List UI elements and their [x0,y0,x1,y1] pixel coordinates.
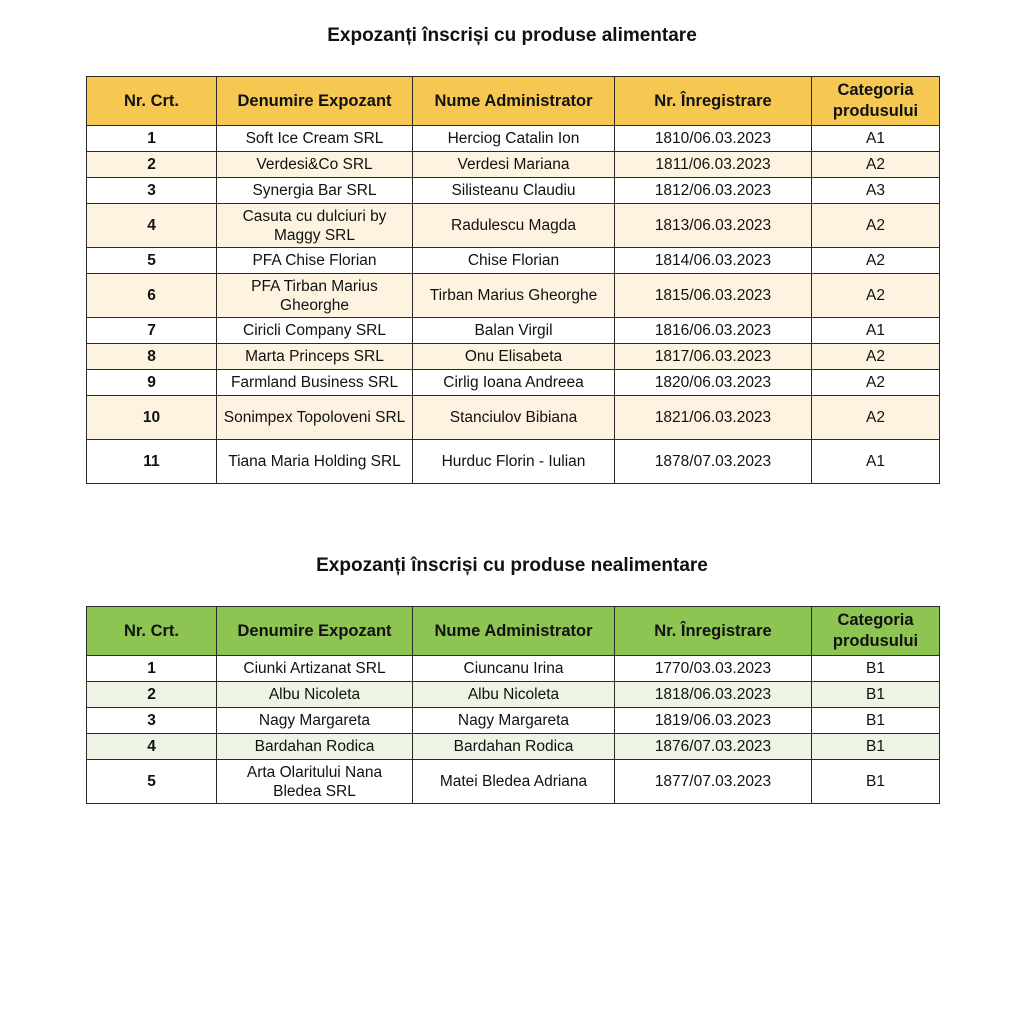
registration-number: 1878/07.03.2023 [615,440,812,484]
registration-number: 1818/06.03.2023 [615,682,812,708]
table-row [87,370,940,396]
nonfood-exhibitors-table [86,606,940,804]
administrator-name: Matei Bledea Adriana [413,760,615,804]
registration-number: 1820/06.03.2023 [615,370,812,396]
row-number: 6 [87,274,217,318]
administrator-name: Herciog Catalin Ion [413,126,615,152]
table-row [87,396,940,440]
administrator-name: Onu Elisabeta [413,344,615,370]
column-header-nr: Nr. Crt. [87,77,217,126]
administrator-name: Tirban Marius Gheorghe [413,274,615,318]
table-header-row [87,607,940,656]
column-header-administrator: Nume Administrator [413,77,615,126]
column-header-nr: Nr. Crt. [87,607,217,656]
exhibitor-name: Synergia Bar SRL [217,178,413,204]
row-number: 3 [87,178,217,204]
product-category: A1 [812,440,940,484]
row-number: 4 [87,204,217,248]
administrator-name: Ciuncanu Irina [413,656,615,682]
column-header-administrator: Nume Administrator [413,607,615,656]
table-row [87,734,940,760]
administrator-name: Albu Nicoleta [413,682,615,708]
product-category: A2 [812,370,940,396]
row-number: 9 [87,370,217,396]
exhibitor-name: Tiana Maria Holding SRL [217,440,413,484]
table-row [87,204,940,248]
column-header-exhibitor-name: Denumire Expozant [217,77,413,126]
product-category: A2 [812,204,940,248]
column-header-registration: Nr. Înregistrare [615,77,812,126]
administrator-name: Stanciulov Bibiana [413,396,615,440]
row-number: 1 [87,656,217,682]
row-number: 2 [87,682,217,708]
exhibitor-name: Ciunki Artizanat SRL [217,656,413,682]
registration-number: 1815/06.03.2023 [615,274,812,318]
table-header-row [87,77,940,126]
table-row [87,152,940,178]
registration-number: 1819/06.03.2023 [615,708,812,734]
row-number: 11 [87,440,217,484]
table-row [87,248,940,274]
food-exhibitors-table [86,76,940,484]
product-category: A2 [812,274,940,318]
column-header-exhibitor-name: Denumire Expozant [217,607,413,656]
registration-number: 1877/07.03.2023 [615,760,812,804]
exhibitor-name: Albu Nicoleta [217,682,413,708]
row-number: 2 [87,152,217,178]
administrator-name: Chise Florian [413,248,615,274]
registration-number: 1816/06.03.2023 [615,318,812,344]
row-number: 10 [87,396,217,440]
product-category: A3 [812,178,940,204]
registration-number: 1876/07.03.2023 [615,734,812,760]
row-number: 5 [87,248,217,274]
registration-number: 1813/06.03.2023 [615,204,812,248]
product-category: A2 [812,152,940,178]
exhibitor-name: Farmland Business SRL [217,370,413,396]
exhibitor-name: Casuta cu dulciuri by Maggy SRL [217,204,413,248]
product-category: A2 [812,344,940,370]
table-row [87,440,940,484]
table-row [87,274,940,318]
column-header-category: Categoria produsului [812,77,940,126]
table-row [87,344,940,370]
product-category: B1 [812,760,940,804]
registration-number: 1810/06.03.2023 [615,126,812,152]
column-header-category: Categoria produsului [812,607,940,656]
product-category: B1 [812,656,940,682]
product-category: B1 [812,734,940,760]
table-row [87,178,940,204]
exhibitor-name: Nagy Margareta [217,708,413,734]
administrator-name: Bardahan Rodica [413,734,615,760]
exhibitor-name: Arta Olaritului Nana Bledea SRL [217,760,413,804]
product-category: B1 [812,682,940,708]
registration-number: 1817/06.03.2023 [615,344,812,370]
administrator-name: Nagy Margareta [413,708,615,734]
product-category: A2 [812,248,940,274]
administrator-name: Silisteanu Claudiu [413,178,615,204]
registration-number: 1821/06.03.2023 [615,396,812,440]
row-number: 8 [87,344,217,370]
exhibitor-name: Verdesi&Co SRL [217,152,413,178]
product-category: A2 [812,396,940,440]
product-category: A1 [812,318,940,344]
row-number: 5 [87,760,217,804]
exhibitor-name: PFA Chise Florian [217,248,413,274]
registration-number: 1812/06.03.2023 [615,178,812,204]
exhibitor-name: Bardahan Rodica [217,734,413,760]
nonfood-exhibitors-title: Expozanți înscriși cu produse nealimentare [316,555,708,576]
exhibitor-name: PFA Tirban Marius Gheorghe [217,274,413,318]
registration-number: 1770/03.03.2023 [615,656,812,682]
table-row [87,656,940,682]
administrator-name: Radulescu Magda [413,204,615,248]
exhibitor-name: Marta Princeps SRL [217,344,413,370]
product-category: B1 [812,708,940,734]
food-exhibitors-title: Expozanți înscriși cu produse alimentare [327,25,697,46]
exhibitor-name: Ciricli Company SRL [217,318,413,344]
row-number: 4 [87,734,217,760]
table-row [87,708,940,734]
column-header-registration: Nr. Înregistrare [615,607,812,656]
registration-number: 1811/06.03.2023 [615,152,812,178]
administrator-name: Hurduc Florin - Iulian [413,440,615,484]
registration-number: 1814/06.03.2023 [615,248,812,274]
product-category: A1 [812,126,940,152]
administrator-name: Cirlig Ioana Andreea [413,370,615,396]
table-row [87,318,940,344]
row-number: 1 [87,126,217,152]
table-row [87,682,940,708]
row-number: 7 [87,318,217,344]
exhibitor-name: Sonimpex Topoloveni SRL [217,396,413,440]
exhibitor-name: Soft Ice Cream SRL [217,126,413,152]
administrator-name: Balan Virgil [413,318,615,344]
administrator-name: Verdesi Mariana [413,152,615,178]
table-row [87,126,940,152]
row-number: 3 [87,708,217,734]
table-row [87,760,940,804]
